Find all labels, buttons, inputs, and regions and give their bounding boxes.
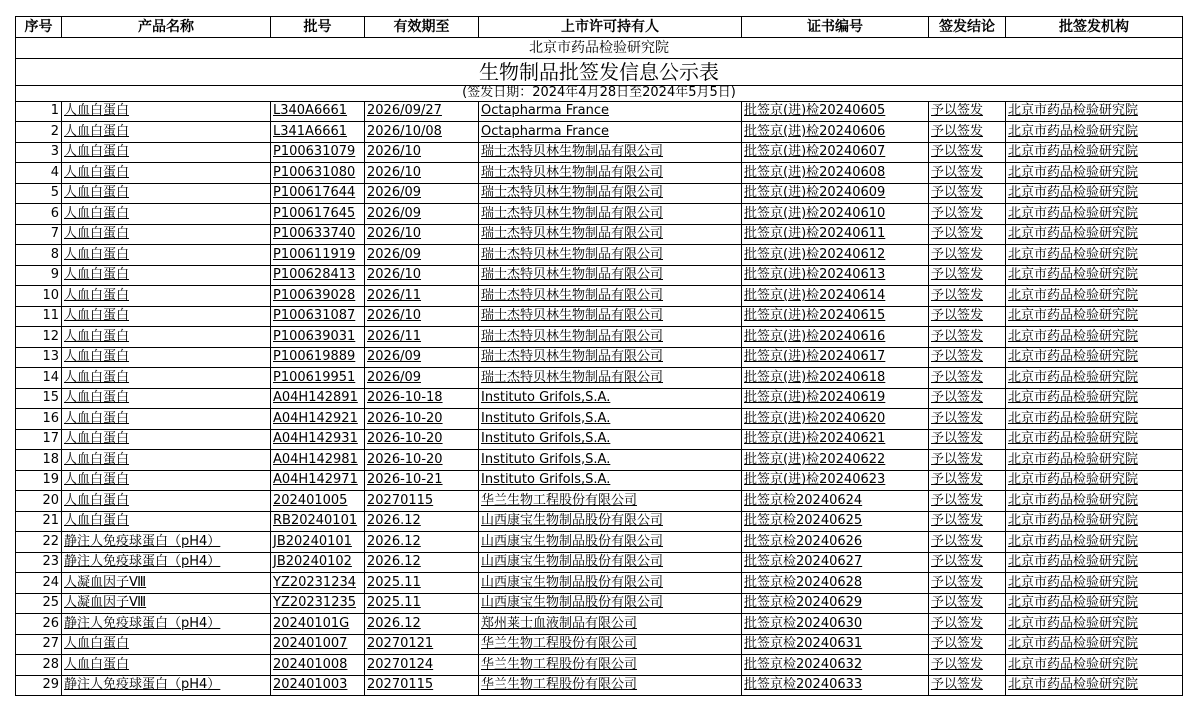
row-number: 5 bbox=[16, 183, 62, 204]
table-row bbox=[16, 245, 1183, 266]
license-holder: 瑞士杰特贝林生物制品有限公司 bbox=[479, 347, 742, 368]
product-name: 人血白蛋白 bbox=[62, 491, 271, 512]
row-number: 25 bbox=[16, 593, 62, 614]
table-row bbox=[16, 511, 1183, 532]
license-holder: 瑞士杰特贝林生物制品有限公司 bbox=[479, 183, 742, 204]
row-number: 19 bbox=[16, 470, 62, 491]
certificate-number: 批签京(进)检20240610 bbox=[742, 204, 929, 225]
row-number: 27 bbox=[16, 634, 62, 655]
license-holder: Octapharma France bbox=[479, 101, 742, 122]
certificate-number: 批签京(进)检20240617 bbox=[742, 347, 929, 368]
batch-number: P100631079 bbox=[271, 142, 365, 163]
col-product-header: 产品名称 bbox=[62, 17, 271, 38]
batch-number: P100628413 bbox=[271, 265, 365, 286]
product-name: 人血白蛋白 bbox=[62, 265, 271, 286]
product-name: 人血白蛋白 bbox=[62, 429, 271, 450]
release-agency: 北京市药品检验研究院 bbox=[1006, 429, 1183, 450]
col-no-header: 序号 bbox=[16, 17, 62, 38]
license-holder: 瑞士杰特贝林生物制品有限公司 bbox=[479, 163, 742, 184]
release-agency: 北京市药品检验研究院 bbox=[1006, 306, 1183, 327]
expiry-date: 20270124 bbox=[365, 655, 479, 676]
row-number: 15 bbox=[16, 388, 62, 409]
certificate-number: 批签京(进)检20240620 bbox=[742, 409, 929, 430]
product-name: 人血白蛋白 bbox=[62, 163, 271, 184]
certificate-number: 批签京(进)检20240614 bbox=[742, 286, 929, 307]
license-holder: Instituto Grifols,S.A. bbox=[479, 450, 742, 471]
release-agency: 北京市药品检验研究院 bbox=[1006, 511, 1183, 532]
table-row bbox=[16, 224, 1183, 245]
table-row bbox=[16, 142, 1183, 163]
certificate-number: 批签京检20240628 bbox=[742, 573, 929, 594]
release-agency: 北京市药品检验研究院 bbox=[1006, 163, 1183, 184]
certificate-number: 批签京(进)检20240606 bbox=[742, 122, 929, 143]
certificate-number: 批签京检20240626 bbox=[742, 532, 929, 553]
license-holder: 华兰生物工程股份有限公司 bbox=[479, 655, 742, 676]
batch-number: A04H142921 bbox=[271, 409, 365, 430]
product-name: 人血白蛋白 bbox=[62, 388, 271, 409]
col-agency-header: 批签发机构 bbox=[1006, 17, 1183, 38]
batch-number: L341A6661 bbox=[271, 122, 365, 143]
batch-number: RB20240101 bbox=[271, 511, 365, 532]
release-agency: 北京市药品检验研究院 bbox=[1006, 675, 1183, 696]
certificate-number: 批签京检20240632 bbox=[742, 655, 929, 676]
table-row bbox=[16, 286, 1183, 307]
batch-number: P100631087 bbox=[271, 306, 365, 327]
table-row bbox=[16, 593, 1183, 614]
row-number: 22 bbox=[16, 532, 62, 553]
batch-number: P100611919 bbox=[271, 245, 365, 266]
license-holder: 山西康宝生物制品股份有限公司 bbox=[479, 511, 742, 532]
row-number: 4 bbox=[16, 163, 62, 184]
row-number: 21 bbox=[16, 511, 62, 532]
row-number: 23 bbox=[16, 552, 62, 573]
expiry-date: 20270115 bbox=[365, 675, 479, 696]
release-agency: 北京市药品检验研究院 bbox=[1006, 655, 1183, 676]
release-result: 予以签发 bbox=[929, 163, 1006, 184]
row-number: 29 bbox=[16, 675, 62, 696]
expiry-date: 2026/09 bbox=[365, 183, 479, 204]
table-body bbox=[16, 101, 1183, 696]
release-agency: 北京市药品检验研究院 bbox=[1006, 409, 1183, 430]
release-result: 予以签发 bbox=[929, 388, 1006, 409]
row-number: 11 bbox=[16, 306, 62, 327]
product-name: 人血白蛋白 bbox=[62, 511, 271, 532]
certificate-number: 批签京(进)检20240615 bbox=[742, 306, 929, 327]
product-name: 静注人免疫球蛋白（pH4） bbox=[62, 675, 271, 696]
release-result: 予以签发 bbox=[929, 573, 1006, 594]
row-number: 9 bbox=[16, 265, 62, 286]
release-agency: 北京市药品检验研究院 bbox=[1006, 532, 1183, 553]
batch-number: A04H142931 bbox=[271, 429, 365, 450]
certificate-number: 批签京(进)检20240609 bbox=[742, 183, 929, 204]
batch-number: P100639028 bbox=[271, 286, 365, 307]
batch-number: P100633740 bbox=[271, 224, 365, 245]
release-result: 予以签发 bbox=[929, 450, 1006, 471]
release-agency: 北京市药品检验研究院 bbox=[1006, 470, 1183, 491]
expiry-date: 20270115 bbox=[365, 491, 479, 512]
release-agency: 北京市药品检验研究院 bbox=[1006, 491, 1183, 512]
release-result: 予以签发 bbox=[929, 368, 1006, 389]
license-holder: 山西康宝生物制品股份有限公司 bbox=[479, 532, 742, 553]
release-result: 予以签发 bbox=[929, 429, 1006, 450]
expiry-date: 2025.11 bbox=[365, 593, 479, 614]
row-number: 20 bbox=[16, 491, 62, 512]
table-row bbox=[16, 368, 1183, 389]
table-row bbox=[16, 429, 1183, 450]
release-agency: 北京市药品检验研究院 bbox=[1006, 183, 1183, 204]
document-sheet bbox=[15, 16, 1182, 696]
table-row bbox=[16, 204, 1183, 225]
expiry-date: 2026.12 bbox=[365, 532, 479, 553]
certificate-number: 批签京(进)检20240607 bbox=[742, 142, 929, 163]
product-name: 人血白蛋白 bbox=[62, 204, 271, 225]
release-result: 予以签发 bbox=[929, 286, 1006, 307]
license-holder: Instituto Grifols,S.A. bbox=[479, 429, 742, 450]
certificate-number: 批签京(进)检20240621 bbox=[742, 429, 929, 450]
table-row bbox=[16, 388, 1183, 409]
table-row bbox=[16, 491, 1183, 512]
table-row bbox=[16, 675, 1183, 696]
product-name: 人血白蛋白 bbox=[62, 634, 271, 655]
batch-number: YZ20231234 bbox=[271, 573, 365, 594]
table-row bbox=[16, 101, 1183, 122]
release-result: 予以签发 bbox=[929, 511, 1006, 532]
expiry-date: 2026/10/08 bbox=[365, 122, 479, 143]
release-result: 予以签发 bbox=[929, 593, 1006, 614]
batch-number: P100617645 bbox=[271, 204, 365, 225]
release-agency: 北京市药品检验研究院 bbox=[1006, 573, 1183, 594]
certificate-number: 批签京检20240624 bbox=[742, 491, 929, 512]
table-row bbox=[16, 614, 1183, 635]
product-name: 静注人免疫球蛋白（pH4） bbox=[62, 532, 271, 553]
product-name: 静注人免疫球蛋白（pH4） bbox=[62, 614, 271, 635]
product-name: 人血白蛋白 bbox=[62, 142, 271, 163]
expiry-date: 2026.12 bbox=[365, 614, 479, 635]
release-result: 予以签发 bbox=[929, 101, 1006, 122]
release-agency: 北京市药品检验研究院 bbox=[1006, 204, 1183, 225]
col-holder-header: 上市许可持有人 bbox=[479, 17, 742, 38]
release-result: 予以签发 bbox=[929, 491, 1006, 512]
expiry-date: 2026/09 bbox=[365, 368, 479, 389]
batch-number: P100631080 bbox=[271, 163, 365, 184]
table-row bbox=[16, 450, 1183, 471]
batch-number: YZ20231235 bbox=[271, 593, 365, 614]
license-holder: 瑞士杰特贝林生物制品有限公司 bbox=[479, 368, 742, 389]
batch-number: P100617644 bbox=[271, 183, 365, 204]
batch-number: 202401008 bbox=[271, 655, 365, 676]
certificate-number: 批签京检20240627 bbox=[742, 552, 929, 573]
expiry-date: 2026/09 bbox=[365, 245, 479, 266]
expiry-date: 2026-10-18 bbox=[365, 388, 479, 409]
certificate-number: 批签京检20240633 bbox=[742, 675, 929, 696]
release-result: 予以签发 bbox=[929, 245, 1006, 266]
page-title: 生物制品批签发信息公示表 bbox=[16, 58, 1183, 85]
license-holder: Instituto Grifols,S.A. bbox=[479, 409, 742, 430]
release-agency: 北京市药品检验研究院 bbox=[1006, 347, 1183, 368]
expiry-date: 2026/10 bbox=[365, 306, 479, 327]
release-result: 予以签发 bbox=[929, 634, 1006, 655]
license-holder: 郑州莱士血液制品有限公司 bbox=[479, 614, 742, 635]
row-number: 28 bbox=[16, 655, 62, 676]
license-holder: Octapharma France bbox=[479, 122, 742, 143]
product-name: 人血白蛋白 bbox=[62, 327, 271, 348]
batch-number: 202401005 bbox=[271, 491, 365, 512]
expiry-date: 2026/09/27 bbox=[365, 101, 479, 122]
license-holder: 瑞士杰特贝林生物制品有限公司 bbox=[479, 204, 742, 225]
release-result: 予以签发 bbox=[929, 655, 1006, 676]
row-number: 26 bbox=[16, 614, 62, 635]
product-name: 人血白蛋白 bbox=[62, 245, 271, 266]
table-row bbox=[16, 122, 1183, 143]
product-name: 人血白蛋白 bbox=[62, 450, 271, 471]
license-holder: 山西康宝生物制品股份有限公司 bbox=[479, 552, 742, 573]
certificate-number: 批签京检20240629 bbox=[742, 593, 929, 614]
table-row bbox=[16, 347, 1183, 368]
expiry-date: 2026-10-21 bbox=[365, 470, 479, 491]
release-result: 予以签发 bbox=[929, 265, 1006, 286]
product-name: 人血白蛋白 bbox=[62, 306, 271, 327]
release-agency: 北京市药品检验研究院 bbox=[1006, 101, 1183, 122]
release-result: 予以签发 bbox=[929, 183, 1006, 204]
batch-number: 20240101G bbox=[271, 614, 365, 635]
expiry-date: 2026/11 bbox=[365, 286, 479, 307]
certificate-number: 批签京检20240625 bbox=[742, 511, 929, 532]
expiry-date: 20270121 bbox=[365, 634, 479, 655]
certificate-number: 批签京(进)检20240622 bbox=[742, 450, 929, 471]
expiry-date: 2026/10 bbox=[365, 265, 479, 286]
batch-number: L340A6661 bbox=[271, 101, 365, 122]
table-row bbox=[16, 265, 1183, 286]
batch-number: JB20240101 bbox=[271, 532, 365, 553]
release-result: 予以签发 bbox=[929, 470, 1006, 491]
table-row bbox=[16, 573, 1183, 594]
col-cert-header: 证书编号 bbox=[742, 17, 929, 38]
release-agency: 北京市药品检验研究院 bbox=[1006, 614, 1183, 635]
col-expiry-header: 有效期至 bbox=[365, 17, 479, 38]
certificate-number: 批签京(进)检20240618 bbox=[742, 368, 929, 389]
license-holder: 山西康宝生物制品股份有限公司 bbox=[479, 593, 742, 614]
product-name: 人血白蛋白 bbox=[62, 224, 271, 245]
title-block bbox=[16, 37, 1183, 101]
license-holder: Instituto Grifols,S.A. bbox=[479, 470, 742, 491]
release-result: 予以签发 bbox=[929, 675, 1006, 696]
expiry-date: 2026/09 bbox=[365, 347, 479, 368]
product-name: 人凝血因子Ⅷ bbox=[62, 573, 271, 594]
release-result: 予以签发 bbox=[929, 552, 1006, 573]
row-number: 17 bbox=[16, 429, 62, 450]
batch-number: P100639031 bbox=[271, 327, 365, 348]
col-result-header: 签发结论 bbox=[929, 17, 1006, 38]
release-result: 予以签发 bbox=[929, 142, 1006, 163]
row-number: 3 bbox=[16, 142, 62, 163]
release-agency: 北京市药品检验研究院 bbox=[1006, 368, 1183, 389]
release-result: 予以签发 bbox=[929, 306, 1006, 327]
license-holder: 瑞士杰特贝林生物制品有限公司 bbox=[479, 265, 742, 286]
product-name: 人血白蛋白 bbox=[62, 183, 271, 204]
row-number: 8 bbox=[16, 245, 62, 266]
batch-number: A04H142981 bbox=[271, 450, 365, 471]
row-number: 2 bbox=[16, 122, 62, 143]
col-batch-header: 批号 bbox=[271, 17, 365, 38]
row-number: 24 bbox=[16, 573, 62, 594]
release-agency: 北京市药品检验研究院 bbox=[1006, 450, 1183, 471]
license-holder: 华兰生物工程股份有限公司 bbox=[479, 675, 742, 696]
license-holder: 华兰生物工程股份有限公司 bbox=[479, 491, 742, 512]
batch-number: A04H142971 bbox=[271, 470, 365, 491]
release-agency: 北京市药品检验研究院 bbox=[1006, 327, 1183, 348]
certificate-number: 批签京(进)检20240611 bbox=[742, 224, 929, 245]
certificate-number: 批签京(进)检20240613 bbox=[742, 265, 929, 286]
table-row bbox=[16, 327, 1183, 348]
certificate-number: 批签京(进)检20240612 bbox=[742, 245, 929, 266]
table-header bbox=[16, 17, 1183, 38]
table-row bbox=[16, 634, 1183, 655]
table-row bbox=[16, 163, 1183, 184]
license-holder: 瑞士杰特贝林生物制品有限公司 bbox=[479, 245, 742, 266]
table-row bbox=[16, 532, 1183, 553]
release-agency: 北京市药品检验研究院 bbox=[1006, 634, 1183, 655]
table-row bbox=[16, 409, 1183, 430]
expiry-date: 2025.11 bbox=[365, 573, 479, 594]
product-name: 静注人免疫球蛋白（pH4） bbox=[62, 552, 271, 573]
certificate-number: 批签京(进)检20240623 bbox=[742, 470, 929, 491]
release-result: 予以签发 bbox=[929, 327, 1006, 348]
product-name: 人血白蛋白 bbox=[62, 347, 271, 368]
product-name: 人血白蛋白 bbox=[62, 122, 271, 143]
release-agency: 北京市药品检验研究院 bbox=[1006, 388, 1183, 409]
batch-release-table bbox=[15, 16, 1183, 696]
license-holder: 瑞士杰特贝林生物制品有限公司 bbox=[479, 224, 742, 245]
license-holder: 瑞士杰特贝林生物制品有限公司 bbox=[479, 327, 742, 348]
org-title: 北京市药品检验研究院 bbox=[16, 37, 1183, 58]
certificate-number: 批签京(进)检20240608 bbox=[742, 163, 929, 184]
release-agency: 北京市药品检验研究院 bbox=[1006, 593, 1183, 614]
product-name: 人血白蛋白 bbox=[62, 470, 271, 491]
batch-number: 202401007 bbox=[271, 634, 365, 655]
release-result: 予以签发 bbox=[929, 532, 1006, 553]
row-number: 10 bbox=[16, 286, 62, 307]
table-row bbox=[16, 552, 1183, 573]
expiry-date: 2026-10-20 bbox=[365, 429, 479, 450]
certificate-number: 批签京(进)检20240616 bbox=[742, 327, 929, 348]
expiry-date: 2026/10 bbox=[365, 163, 479, 184]
release-result: 予以签发 bbox=[929, 224, 1006, 245]
expiry-date: 2026/10 bbox=[365, 142, 479, 163]
product-name: 人血白蛋白 bbox=[62, 655, 271, 676]
row-number: 1 bbox=[16, 101, 62, 122]
release-agency: 北京市药品检验研究院 bbox=[1006, 142, 1183, 163]
row-number: 18 bbox=[16, 450, 62, 471]
release-agency: 北京市药品检验研究院 bbox=[1006, 224, 1183, 245]
product-name: 人凝血因子Ⅷ bbox=[62, 593, 271, 614]
batch-number: A04H142891 bbox=[271, 388, 365, 409]
table-row bbox=[16, 655, 1183, 676]
certificate-number: 批签京(进)检20240619 bbox=[742, 388, 929, 409]
row-number: 12 bbox=[16, 327, 62, 348]
product-name: 人血白蛋白 bbox=[62, 368, 271, 389]
product-name: 人血白蛋白 bbox=[62, 409, 271, 430]
row-number: 14 bbox=[16, 368, 62, 389]
release-result: 予以签发 bbox=[929, 614, 1006, 635]
certificate-number: 批签京检20240631 bbox=[742, 634, 929, 655]
row-number: 16 bbox=[16, 409, 62, 430]
release-result: 予以签发 bbox=[929, 122, 1006, 143]
expiry-date: 2026.12 bbox=[365, 511, 479, 532]
license-holder: 华兰生物工程股份有限公司 bbox=[479, 634, 742, 655]
table-row bbox=[16, 306, 1183, 327]
batch-number: P100619889 bbox=[271, 347, 365, 368]
license-holder: 瑞士杰特贝林生物制品有限公司 bbox=[479, 142, 742, 163]
release-result: 予以签发 bbox=[929, 204, 1006, 225]
certificate-number: 批签京(进)检20240605 bbox=[742, 101, 929, 122]
release-period: (签发日期：2024年4月28日至2024年5月5日) bbox=[16, 85, 1183, 101]
row-number: 7 bbox=[16, 224, 62, 245]
license-holder: 瑞士杰特贝林生物制品有限公司 bbox=[479, 306, 742, 327]
license-holder: 山西康宝生物制品股份有限公司 bbox=[479, 573, 742, 594]
release-agency: 北京市药品检验研究院 bbox=[1006, 286, 1183, 307]
release-agency: 北京市药品检验研究院 bbox=[1006, 265, 1183, 286]
expiry-date: 2026-10-20 bbox=[365, 450, 479, 471]
release-agency: 北京市药品检验研究院 bbox=[1006, 552, 1183, 573]
release-result: 予以签发 bbox=[929, 347, 1006, 368]
product-name: 人血白蛋白 bbox=[62, 286, 271, 307]
table-row bbox=[16, 183, 1183, 204]
expiry-date: 2026.12 bbox=[365, 552, 479, 573]
license-holder: Instituto Grifols,S.A. bbox=[479, 388, 742, 409]
batch-number: JB20240102 bbox=[271, 552, 365, 573]
release-agency: 北京市药品检验研究院 bbox=[1006, 122, 1183, 143]
expiry-date: 2026/09 bbox=[365, 204, 479, 225]
row-number: 6 bbox=[16, 204, 62, 225]
batch-number: P100619951 bbox=[271, 368, 365, 389]
release-agency: 北京市药品检验研究院 bbox=[1006, 245, 1183, 266]
certificate-number: 批签京检20240630 bbox=[742, 614, 929, 635]
row-number: 13 bbox=[16, 347, 62, 368]
product-name: 人血白蛋白 bbox=[62, 101, 271, 122]
expiry-date: 2026/10 bbox=[365, 224, 479, 245]
table-row bbox=[16, 470, 1183, 491]
expiry-date: 2026-10-20 bbox=[365, 409, 479, 430]
batch-number: 202401003 bbox=[271, 675, 365, 696]
license-holder: 瑞士杰特贝林生物制品有限公司 bbox=[479, 286, 742, 307]
release-result: 予以签发 bbox=[929, 409, 1006, 430]
expiry-date: 2026/11 bbox=[365, 327, 479, 348]
